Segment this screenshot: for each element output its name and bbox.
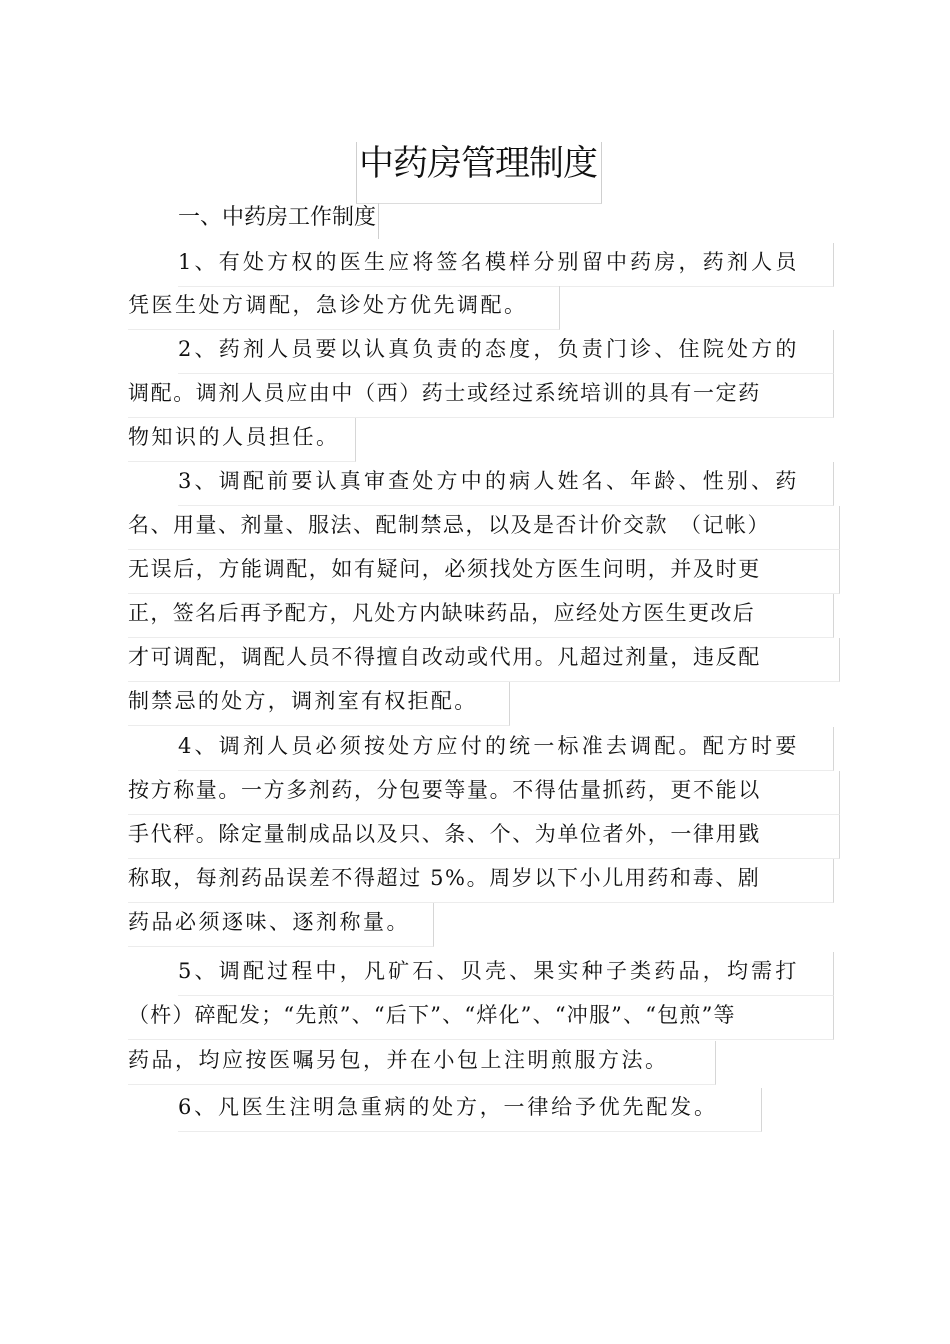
paragraph-line: 调配。调剂人员应由中（西）药士或经过系统培训的具有一定药 xyxy=(128,374,834,418)
paragraph-line: （杵）碎配发；“先煎”、“后下”、“烊化”、“冲服”、“包煎”等 xyxy=(128,996,834,1040)
paragraph-line: 1、有处方权的医生应将签名模样分别留中药房，药剂人员 xyxy=(178,243,834,287)
paragraph-line: 才可调配，调配人员不得擅自改动或代用。凡超过剂量，违反配 xyxy=(128,638,840,682)
paragraph-line: 物知识的人员担任。 xyxy=(128,418,356,462)
section-heading: 一、中药房工作制度 xyxy=(178,203,379,239)
paragraph-line: 无误后，方能调配，如有疑问，必须找处方医生问明，并及时更 xyxy=(128,550,840,594)
paragraph-line: 2、药剂人员要以认真负责的态度，负责门诊、住院处方的 xyxy=(178,330,834,374)
paragraph-line: 药品，均应按医嘱另包，并在小包上注明煎服方法。 xyxy=(128,1041,716,1085)
paragraph-line: 制禁忌的处方，调剂室有权拒配。 xyxy=(128,682,510,726)
paragraph-line: 按方称量。一方多剂药，分包要等量。不得估量抓药，更不能以 xyxy=(128,771,840,815)
paragraph-line: 药品必须逐味、逐剂称量。 xyxy=(128,903,434,947)
document-title: 中药房管理制度 xyxy=(356,142,602,204)
paragraph-line: 5、调配过程中，凡矿石、贝壳、果实种子类药品，均需打 xyxy=(178,952,834,996)
paragraph-line: 称取，每剂药品误差不得超过 5%。周岁以下小儿用药和毒、剧 xyxy=(128,859,834,903)
paragraph-line: 名、用量、剂量、服法、配制禁忌，以及是否计价交款 （记帐） xyxy=(128,506,840,550)
paragraph-line: 正，签名后再予配方，凡处方内缺味药品，应经处方医生更改后 xyxy=(128,594,834,638)
paragraph-line: 手代秤。除定量制成品以及只、条、个、为单位者外，一律用戥 xyxy=(128,815,840,859)
paragraph-line: 3、调配前要认真审查处方中的病人姓名、年龄、性别、药 xyxy=(178,462,834,506)
paragraph-line: 凭医生处方调配，急诊处方优先调配。 xyxy=(128,286,560,330)
paragraph-line: 6、凡医生注明急重病的处方，一律给予优先配发。 xyxy=(178,1088,762,1132)
paragraph-line: 4、调剂人员必须按处方应付的统一标准去调配。配方时要 xyxy=(178,727,834,771)
